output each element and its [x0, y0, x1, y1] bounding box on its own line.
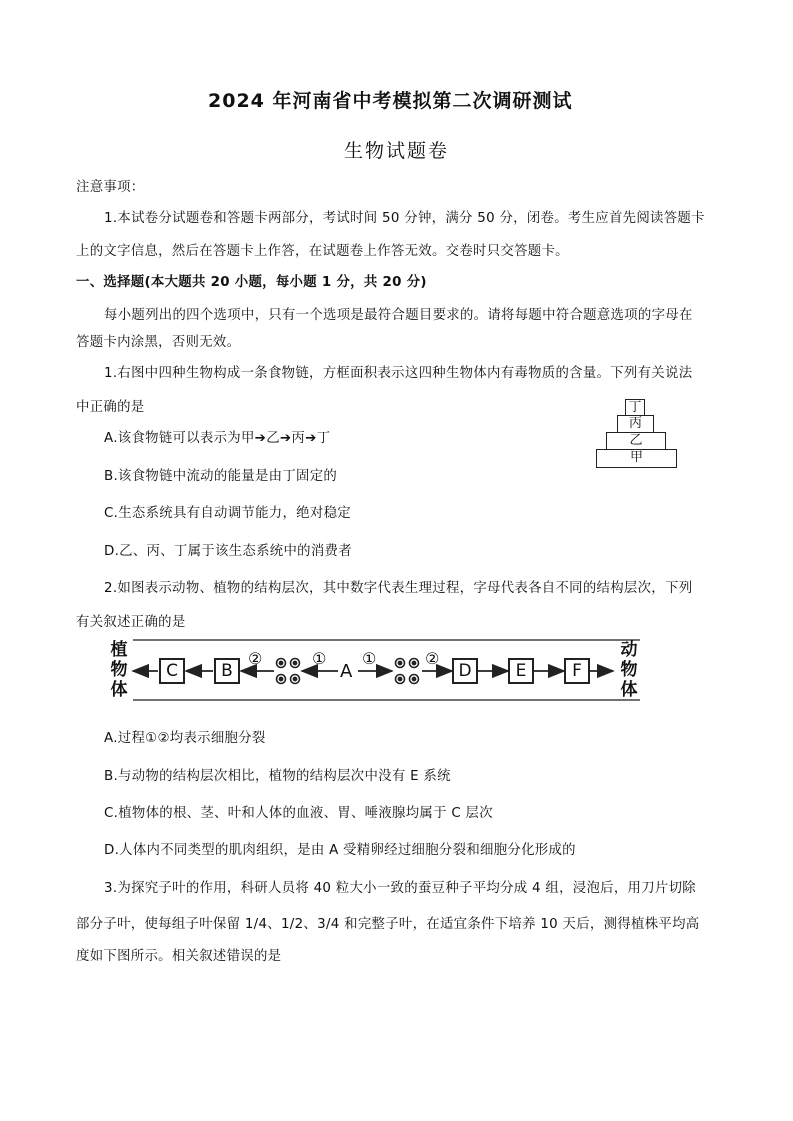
q1-stem-2: 中正确的是	[76, 400, 145, 415]
q2-stem-2: 有关叙述正确的是	[76, 615, 186, 630]
q1-option-c: C.生态系统具有自动调节能力，绝对稳定	[104, 506, 351, 521]
box-d: D	[452, 658, 478, 684]
q1-option-a: A.该食物链可以表示为甲➔乙➔丙➔丁	[104, 431, 331, 446]
plant-body-label: 植物体	[110, 640, 128, 700]
q2-option-c: C.植物体的根、茎、叶和人体的血液、胃、唾液腺均属于 C 层次	[104, 806, 493, 821]
box-e: E	[508, 658, 534, 684]
pyramid-level-ding: 丁	[625, 399, 645, 416]
q1-option-b: B.该食物链中流动的能量是由丁固定的	[104, 469, 338, 484]
pyramid-level-jia: 甲	[596, 449, 677, 468]
section-heading: 一、选择题(本大题共 20 小题，每小题 1 分，共 20 分)	[76, 275, 427, 290]
box-b: B	[214, 658, 240, 684]
pyramid-level-bing: 丙	[617, 415, 654, 433]
q3-stem-2: 部分子叶，使每组子叶保留 1/4、1/2、3/4 和完整子叶，在适宜条件下培养 10 天后，测得植株平均高	[76, 917, 700, 932]
center-a-label: A	[340, 661, 353, 682]
left-step-1: ①	[312, 649, 327, 668]
animal-body-label: 动物体	[620, 640, 638, 700]
q1-stem-1: 1.右图中四种生物构成一条食物链，方框面积表示这四种生物体内有毒物质的含量。下列有关说法	[104, 366, 693, 381]
q3-stem-1: 3.为探究子叶的作用，科研人员将 40 粒大小一致的蚕豆种子平均分成 4 组，浸泡后，用刀片切除	[104, 881, 696, 896]
box-c: C	[159, 658, 185, 684]
q2-option-d: D.人体内不同类型的肌肉组织，是由 A 受精卵经过细胞分裂和细胞分化形成的	[104, 843, 576, 858]
section-intro-2: 答题卡内涂黑，否则无效。	[76, 335, 241, 350]
q3-stem-3: 度如下图所示。相关叙述错误的是	[76, 949, 282, 964]
notice-heading: 注意事项：	[76, 180, 145, 195]
box-f: F	[564, 658, 590, 684]
right-cell-cluster-icon	[396, 659, 419, 684]
q2-option-b: B.与动物的结构层次相比，植物的结构层次中没有 E 系统	[104, 769, 451, 784]
q2-stem-1: 2.如图表示动物、植物的结构层次，其中数字代表生理过程，字母代表各自不同的结构层次，下列	[104, 581, 693, 596]
q1-option-d: D.乙、丙、丁属于该生态系统中的消费者	[104, 544, 352, 559]
q2-option-a: A.过程①②均表示细胞分裂	[104, 731, 266, 746]
pyramid-level-yi: 乙	[606, 432, 666, 450]
right-step-2: ②	[425, 649, 440, 668]
exam-subtitle: 生物试题卷	[344, 140, 450, 162]
exam-title: 2024 年河南省中考模拟第二次调研测试	[208, 90, 573, 112]
left-cell-cluster-icon	[277, 659, 300, 684]
notice-line-1: 1.本试卷分试题卷和答题卡两部分，考试时间 50 分钟，满分 50 分，闭卷。考生应首先阅读答题卡	[104, 211, 705, 226]
notice-line-2: 上的文字信息，然后在答题卡上作答，在试题卷上作答无效。交卷时只交答题卡。	[76, 244, 569, 259]
right-step-1: ①	[362, 649, 377, 668]
left-step-2: ②	[248, 649, 263, 668]
section-intro-1: 每小题列出的四个选项中，只有一个选项是最符合题目要求的。请将每题中符合题意选项的字母在	[104, 308, 693, 323]
